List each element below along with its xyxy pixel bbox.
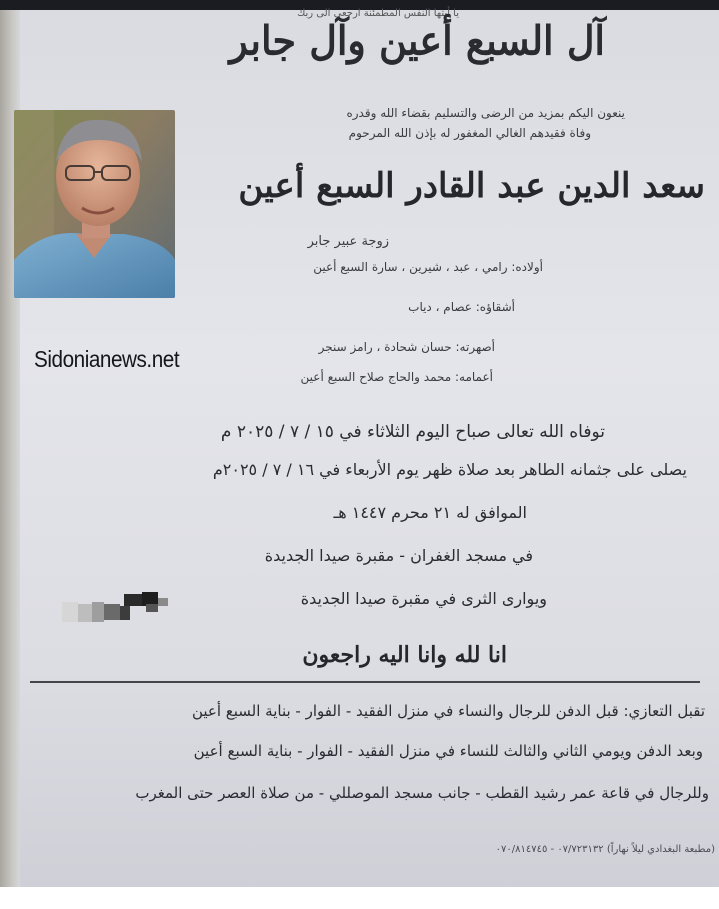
condolences-line-2: وبعد الدفن ويومي الثاني والثالث للنساء في منزل الفقيد - الفوار - بناية السبع أعين (193, 742, 703, 760)
condolences-line-3: وللرجال في قاعة عمر رشيد القطب - جانب مسجد الموصللي - من صلاة العصر حتى المغرب (135, 784, 709, 802)
bottom-white-margin (0, 887, 719, 909)
uncles-line: أعمامه: محمد والحاج صلاح السبع أعين (300, 370, 493, 384)
burial-line: ويوارى الثرى في مقبرة صيدا الجديدة (300, 589, 547, 608)
redacted-blur-patch (62, 590, 172, 624)
in-laws-line: أصهرته: حسان شحادة ، رامز سنجر (318, 340, 495, 354)
hijri-date-line: الموافق له ٢١ محرم ١٤٤٧ هـ (333, 503, 527, 522)
family-names-heading: آل السبع أعين وآل جابر (229, 16, 605, 65)
condolences-line-1: تقبل التعازي: قبل الدفن للرجال والنساء في منزل الفقيد - الفوار - بناية السبع أعين (191, 702, 705, 720)
children-line: أولاده: رامي ، عبد ، شيرين ، سارة السبع أعين (313, 260, 543, 274)
mosque-line: في مسجد الغفران - مقبرة صيدا الجديدة (264, 546, 533, 565)
death-date-line: توفاه الله تعالى صباح اليوم الثلاثاء في ١٥ / ٧ / ٢٠٢٥ م (220, 422, 605, 442)
printer-credit: (مطبعة البغدادي ليلاً نهاراً) ٠٧/٧٢٣١٣٢ - ٠٧٠/٨١٤٧٤٥ (495, 844, 715, 855)
top-clipped-verse: يا أيتها النفس المطمئنة ارجعي الى ربك (297, 8, 459, 19)
deceased-name-heading: سعد الدين عبد القادر السبع أعين (238, 166, 705, 206)
deceased-portrait-photo (14, 110, 175, 298)
intro-line-2: وفاة فقيدهم الغالي المغفور له بإذن الله المرحوم (348, 126, 591, 140)
wife-line: زوجة عبير جابر (307, 234, 389, 249)
quran-verse: انا لله وانا اليه راجعون (302, 642, 507, 668)
siblings-line: أشقاؤه: عصام ، دياب (408, 300, 515, 314)
funeral-prayer-line: يصلى على جثمانه الطاهر بعد صلاة ظهر يوم الأربعاء في ١٦ / ٧ / ٢٠٢٥م (212, 460, 687, 479)
section-divider (30, 681, 700, 683)
site-watermark: Sidonianews.net (34, 346, 180, 372)
intro-line-1: ينعون اليكم بمزيد من الرضى والتسليم بقضاء الله وقدره (346, 106, 625, 120)
